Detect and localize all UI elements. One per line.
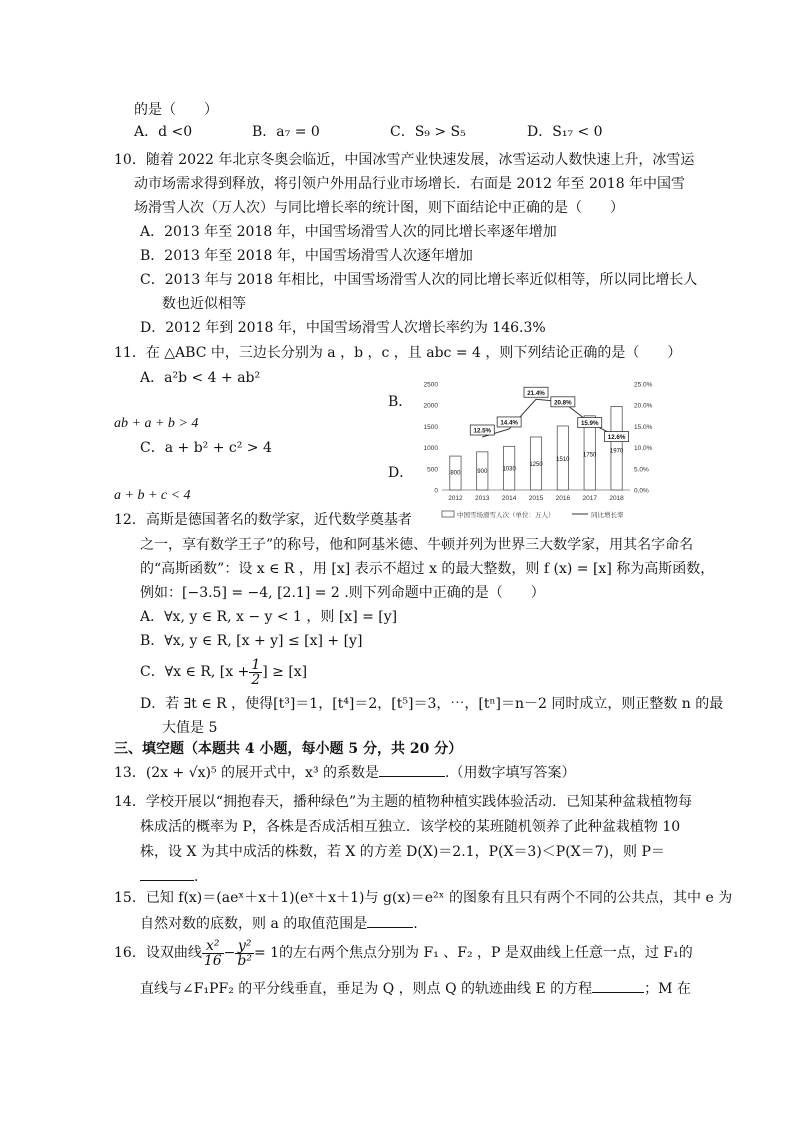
q15-line2 (140, 913, 418, 934)
q16-post: = 1的左右两个焦点分别为 F₁ 、F₂ ，P 是双曲线上任意一点，过 F₁的 (253, 945, 693, 961)
q10-option-d: D．2012 年到 2018 年，中国雪场滑雪人次增长率约为 146.3% (140, 320, 546, 336)
q15-line1: 15．已知 f(x)＝(aeˣ＋x＋1)(eˣ＋x＋1)与 g(x)＝e²ˣ 的图象有且只有两个不同的公共点，其中 e 为 (114, 890, 733, 906)
y-left-tick-label: 500 (427, 466, 438, 474)
bar-value-label: 1250 (529, 462, 543, 469)
q12-option-c-numerator: 1 (251, 656, 261, 673)
x-tick-label: 2015 (528, 495, 544, 502)
x-tick-label: 2014 (501, 495, 517, 502)
y-left-tick-label: 2500 (423, 381, 438, 389)
q14-blank[interactable] (140, 866, 194, 881)
growth-rate-label: 21.4% (527, 389, 545, 397)
y-right-tick-label: 5.0% (634, 466, 649, 474)
q12-line2: 之一，享有数学王子”的称号，他和阿基米德、牛顿并列为世界三大数学家，用其名字命名 (140, 537, 694, 553)
q12-line3: 的“高斯函数”：设 x ∈ R ，用 [x] 表示不超过 x 的最大整数，则 f (x) = [x] 称为高斯函数， (140, 561, 715, 577)
growth-rate-label: 12.5% (473, 427, 492, 435)
q12-option-c-post: ] ≥ [x] (262, 664, 308, 680)
q12-option-a: A．∀x, y ∈ R, x − y < 1 ，则 [x] = [y] (140, 609, 398, 625)
growth-rate-label: 14.4% (500, 419, 518, 427)
q16-y-numerator: y² (235, 939, 254, 954)
q16-line1 (114, 936, 693, 970)
q16-text: 直线与∠F₁PF₂ 的平分线垂直，垂足为 Q ，则点 Q 的轨迹曲线 E 的方程 (140, 981, 593, 997)
q13-text: 13．(2x + √x)⁵ 的展开式中，x³ 的系数是 (114, 765, 380, 781)
q14-post: . (194, 869, 199, 885)
q10-option-b: B．2013 年至 2018 年，中国雪场滑雪人次逐年增加 (140, 248, 473, 264)
q16-blank[interactable] (592, 978, 644, 993)
q15-blank[interactable] (367, 913, 413, 928)
x-tick-label: 2018 (609, 495, 624, 502)
q12-option-b: B．∀x, y ∈ R, [x + y] ≤ [x] + [y] (140, 633, 363, 649)
y-left-tick-label: 2000 (423, 402, 438, 410)
q10-stem-line1: 10．随着 2022 年北京冬奥会临近，中国冰雪产业快速发展，冰雪运动人数快速上升，冰雪运 (114, 152, 695, 168)
growth-rate-label: 15.9% (580, 420, 599, 428)
q9-option-d: D．S₁₇ < 0 (527, 124, 603, 140)
q11-option-d-text: a + b + c < 4 (114, 488, 191, 503)
q13 (114, 762, 575, 783)
q9-option-a: A．d <0 (134, 124, 193, 140)
q16-line2-post: ；M 在 (644, 981, 691, 997)
q9-option-c: C．S₉ > S₅ (390, 124, 466, 140)
y-right-tick-label: 25.0% (634, 381, 653, 389)
bar-value-label: 900 (477, 468, 488, 475)
q12-line4: 例如：[−3.5] = −4, [2.1] = 2 .则下列命题中正确的是（ ） (140, 585, 545, 601)
q15-post: . (413, 916, 418, 932)
q16-pre: 16．设双曲线 (114, 945, 202, 961)
bar-value-label: 800 (450, 470, 461, 477)
q10-option-c: C．2013 年与 2018 年相比，中国雪场滑雪人次的同比增长率近似相等，所以同比增长人 (140, 272, 698, 288)
y-right-tick-label: 20.0% (634, 402, 653, 410)
q11-option-c: C．a + b² + c² > 4 (140, 440, 272, 456)
q16-fraction-y (235, 939, 254, 968)
q11-option-a: A．a²b < 4 + ab² (140, 370, 261, 386)
ski-visits-chart (412, 376, 668, 526)
legend-bar-swatch (442, 511, 454, 517)
y-left-tick-label: 0 (434, 487, 438, 495)
legend-line-label: 同比增长率 (591, 512, 624, 519)
q11-stem: 11．在 △ABC 中，三边长分别为 a ，b ，c ，且 abc = 4 ，则下列结论正确的是（ ） (114, 345, 682, 361)
legend-bar-label: 中国雪场滑雪人次（单位：万人） (457, 512, 555, 519)
bar-value-label: 1970 (609, 448, 624, 455)
q16-x-numerator: x² (202, 939, 224, 954)
q12-option-c-fraction (249, 658, 262, 687)
q12-option-c (140, 656, 307, 688)
q16-fraction-x (202, 939, 224, 968)
q11-option-b-label: B． (388, 394, 413, 410)
q11-option-d-label: D． (388, 465, 414, 481)
x-tick-label: 2012 (448, 495, 463, 502)
growth-rate-label: 20.8% (554, 399, 572, 407)
q16-x-denominator: 16 (203, 952, 222, 969)
q14-line4 (140, 866, 198, 887)
q16-minus: − (223, 945, 236, 961)
q10-option-a: A．2013 年至 2018 年，中国雪场滑雪人次的同比增长率逐年增加 (140, 224, 557, 240)
q14-line3: 株，设 X 为其中成活的株数，若 X 的方差 D(X)＝2.1，P(X＝3)＜P(X＝7)，则 P＝ (140, 844, 665, 860)
x-tick-label: 2017 (582, 495, 597, 502)
q16-y-denominator: b² (237, 952, 252, 969)
q13-post: .（用数字填写答案） (445, 765, 576, 781)
q13-blank[interactable] (379, 762, 445, 777)
q15-text: 自然对数的底数，则 a 的取值范围是 (140, 916, 368, 932)
bar-value-label: 1030 (502, 466, 516, 473)
q12-option-c-pre: C．∀x ∈ R, [x + (140, 664, 250, 680)
q9-option-b: B．a₇ = 0 (252, 124, 320, 140)
q11-option-b-text: ab + a + b > 4 (114, 416, 199, 431)
q14-line2: 株成活的概率为 P，各株是否成活相互独立．该学校的某班随机领养了此种盆栽植物 10 (140, 819, 681, 835)
growth-rate-label: 12.6% (607, 434, 626, 442)
section3-heading: 三、填空题（本题共 4 小题，每小题 5 分，共 20 分） (114, 741, 463, 757)
y-right-tick-label: 0.0% (634, 487, 649, 495)
q12-option-d-line2: 大值是 5 (162, 720, 218, 736)
q12-option-d-line1: D．若 ∃t ∈ R ，使得[t³]＝1，[t⁴]＝2，[t⁵]＝3，⋯，[tⁿ]＝n－2 同时成立，则正整数 n 的最 (140, 696, 724, 712)
q12-option-c-denominator: 2 (251, 671, 261, 688)
x-tick-label: 2016 (555, 495, 571, 502)
y-left-tick-label: 1000 (423, 445, 438, 453)
bar-value-label: 1750 (583, 452, 597, 459)
q10-stem-line2: 动市场需求得到释放，将引领户外用品行业市场增长．右面是 2012 年至 2018 年中国雪 (134, 176, 686, 192)
y-right-tick-label: 10.0% (634, 445, 653, 453)
q10-stem-line3: 场滑雪人次（万人次）与同比增长率的统计图，则下面结论中正确的是（ ） (134, 200, 624, 216)
y-left-tick-label: 1500 (423, 423, 438, 431)
q10-option-c-cont: 数也近似相等 (162, 296, 246, 312)
bar-value-label: 1510 (556, 457, 570, 464)
q9-tail: 的是（ ） (134, 102, 218, 118)
q16-line2 (140, 978, 691, 999)
q14-line1: 14．学校开展以“拥抱春天，播种绿色”为主题的植物种植实践体验活动．已知某种盆栽植物每 (114, 794, 693, 810)
x-tick-label: 2013 (475, 495, 490, 502)
q12-line1: 12．高斯是德国著名的数学家，近代数学奠基者 (114, 512, 412, 528)
y-right-tick-label: 15.0% (634, 423, 653, 431)
